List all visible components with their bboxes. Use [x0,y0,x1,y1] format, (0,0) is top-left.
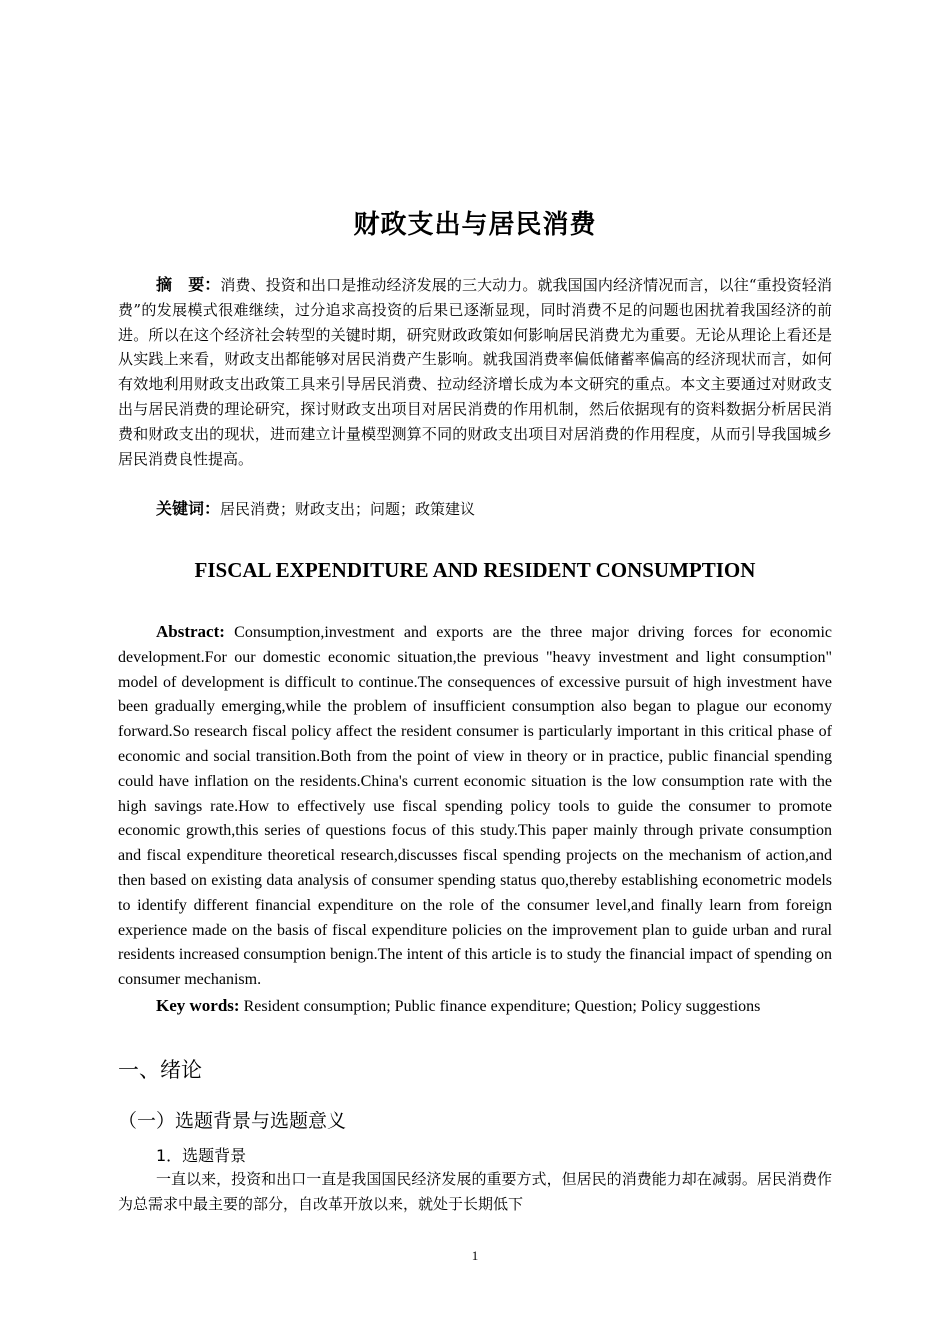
abstract-cn-text: 消费、投资和出口是推动经济发展的三大动力。就我国国内经济情况而言，以往“重投资轻消费”的发展模式很难继续，过分追求高投资的后果已逐渐显现，同时消费不足的问题也困扰着我国经济的前进。所以在这个经济社会转型的关键时期，研究财政政策如何影响居民消费尤为重要。无论从理论上看还是从实践上来看，财政支出都能够对居民消费产生影响。就我国消费率偏低储蓄率偏高的经济现状而言，如何有效地利用财政支出政策工具来引导居民消费、拉动经济增长成为本文研究的重点。本文主要通过对财政支出与居民消费的理论研究，探讨财政支出项目对居民消费的作用机制，然后依据现有的资料数据分析居民消费和财政支出的现状，进而建立计量模型测算不同的财政支出项目对居消费的作用程度，从而引导我国城乡居民消费良性提高。 [118,276,832,468]
keywords-cn-text: 居民消费；财政支出；问题；政策建议 [220,500,476,518]
keywords-en-text: Resident consumption; Public finance expenditure; Question; Policy suggestions [239,998,761,1015]
keywords-cn [118,497,832,522]
abstract-en [118,620,832,993]
item-heading: 1．选题背景 [156,1146,247,1165]
abstract-cn [118,273,832,471]
page-title-cn: 财政支出与居民消费 [353,210,597,240]
keywords-en [118,994,832,1020]
abstract-en-label: Abstract: [156,622,225,641]
keywords-cn-label: 关键词： [156,499,221,518]
section-heading: 一、绪论 [118,1058,202,1082]
body-paragraph: 一直以来，投资和出口一直是我国国民经济发展的重要方式，但居民的消费能力却在减弱。居民消费作为总需求中最主要的部分，自改革开放以来，就处于长期低下 [118,1170,832,1213]
subsection-heading: （一）选题背景与选题意义 [118,1110,347,1132]
page-number: 1 [471,1248,479,1263]
keywords-en-label: Key words: [156,996,240,1015]
abstract-en-text: Consumption,investment and exports are the three major driving forces for economic development.For our domestic economic situation,the previous "heavy investment and light consumption" model of development is difficult to continue.The consequences of excessive pursuit of high investment have been gradually emerging,while the problem of insufficient consumption also began to plague our economy forward.So research fiscal policy affect the resident consumer is particularly important in this critical phase of economic and social transition.Both from the point of view in theory or in practice, public financial spending could have inflation on the residents.China's current economic situation is the low consumption rate with the high savings rate.How to effectively use fiscal spending policy tools to guide the consumer to promote economic growth,this series of questions focus of this study.This paper mainly through private consumption and fiscal expenditure theoretical research,discusses fiscal spending projects on the mechanism of action,and then based on existing data analysis of consumer spending status quo,thereby establishing econometric models to identify different financial expenditure on the role of the consumer level,and finally learn from foreign experience made on the basis of fiscal expenditure policies on the improvement plan to guide urban and rural residents increased consumption benign.The intent of this article is to study the financial impact of spending on consumer mechanism. [118,624,832,989]
abstract-cn-label: 摘 要： [156,275,221,294]
page-title-en: FISCAL EXPENDITURE AND RESIDENT CONSUMPTION [194,558,756,582]
